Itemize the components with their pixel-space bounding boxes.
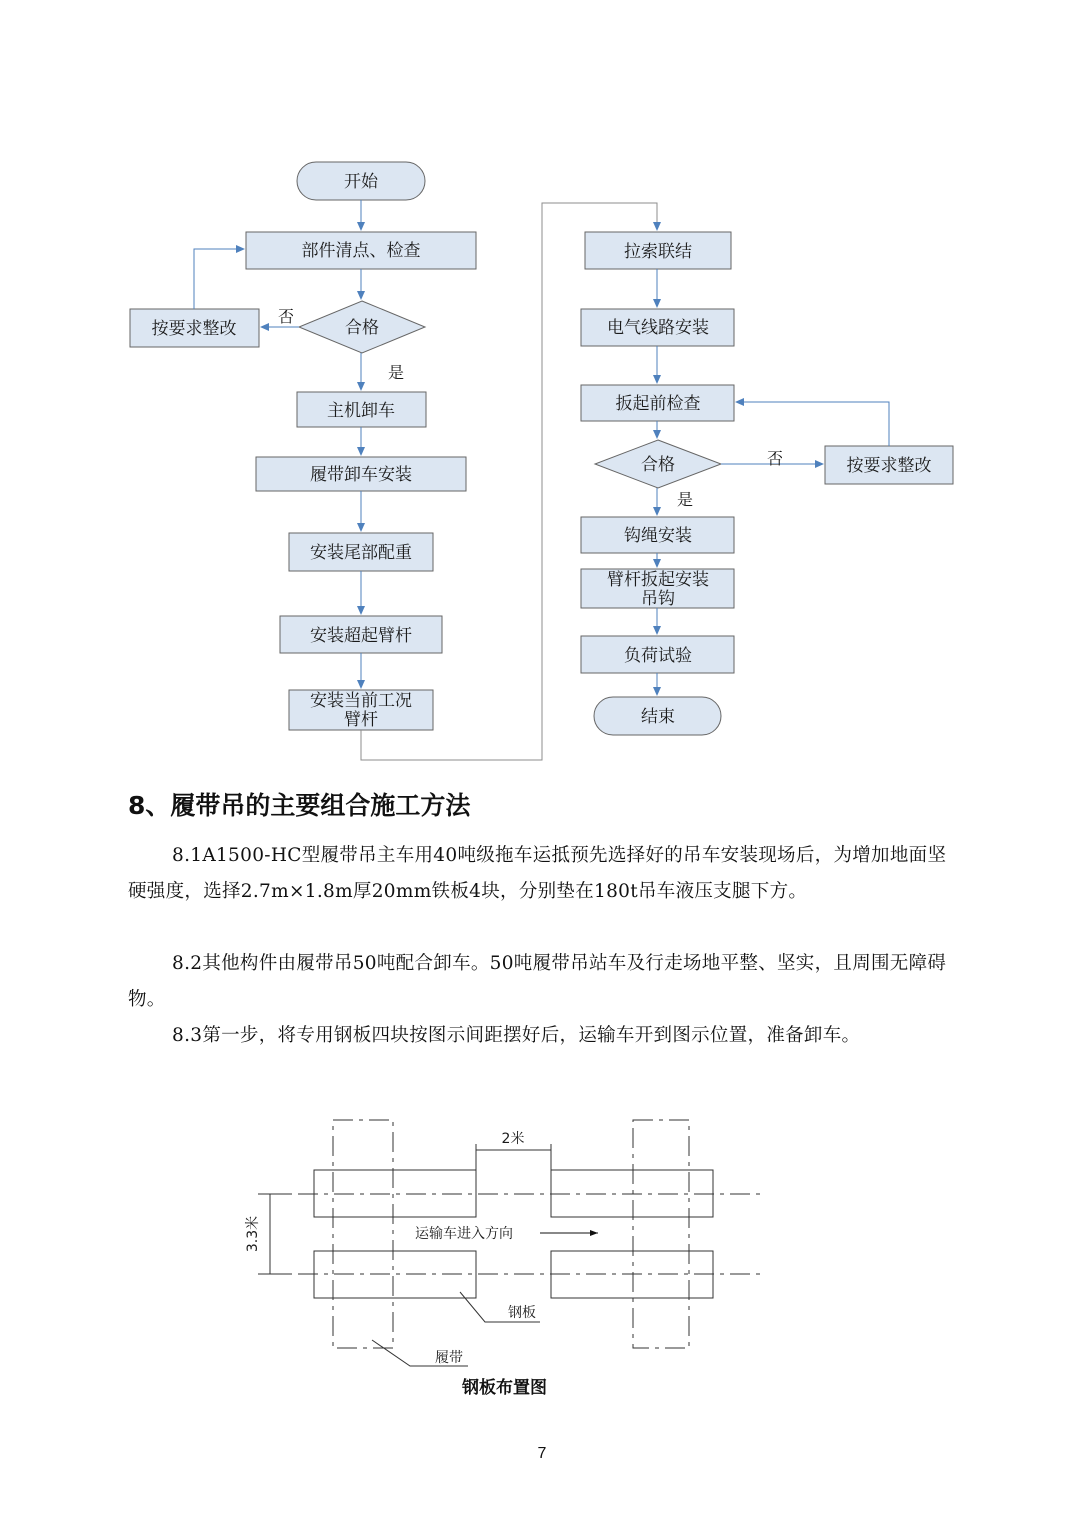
working-boom-label-line1: 安装当前工况 [310,691,412,711]
superlift-boom-label: 安装超起臂杆 [310,626,412,646]
main-unit-unload-label: 主机卸车 [327,401,395,421]
pre-raise-check-label: 扳起前检查 [615,394,701,414]
direction-label: 运输车进入方向 [415,1226,513,1242]
tail-counterweight-label: 安装尾部配重 [310,543,412,563]
dimension-3-3m: 3.3米 [245,1215,261,1253]
boom-raise-label-line2: 吊钩 [641,589,675,609]
page-number: 7 [537,1445,547,1462]
left-decision-label: 合格 [345,318,379,338]
load-test-label: 负荷试验 [624,646,692,666]
end-label: 结束 [641,707,675,727]
paragraph-8-2: 8.2其他构件由履带吊50吨配合卸车。50吨履带吊站车及行走场地平整、坚实，且周围无障碍物。 [128,953,947,1010]
right-yes-label: 是 [676,490,694,509]
boom-raise-label-line1: 臂杆扳起安装 [607,570,709,590]
right-decision-label: 合格 [641,455,675,475]
section-heading: 8、履带吊的主要组合施工方法 [128,791,471,820]
track-label: 履带 [435,1350,463,1366]
left-yes-label: 是 [387,363,405,382]
figure-caption: 钢板布置图 [462,1378,547,1398]
paragraph-8-1: 8.1A1500-HC型履带吊主车用40吨级拖车运抵预先选择好的吊车安装现场后，为增加地面坚硬强度，选择2.7m×1.8m厚20mm铁板4块，分别垫在180t吊车液压支腿下方。 [128,845,947,902]
right-no-label: 否 [766,449,784,468]
dimension-2m: 2米 [501,1131,525,1147]
check-parts-label: 部件清点、检查 [301,241,421,261]
track-outline-left [333,1120,393,1348]
plate-label: 钢板 [508,1305,536,1321]
working-boom-label-line2: 臂杆 [344,710,378,730]
electrical-install-label: 电气线路安装 [607,318,709,338]
right-rectify-label: 按要求整改 [846,456,932,476]
left-no-label: 否 [277,307,295,326]
track-outline-right [633,1120,689,1348]
paragraph-8-3: 8.3第一步，将专用钢板四块按图示间距摆好后，运输车开到图示位置，准备卸车。 [172,1025,861,1046]
cable-connect-label: 拉索联结 [624,242,692,262]
steel-plate-diagram [0,1100,1080,1380]
track-unload-install-label: 履带卸车安装 [310,465,412,485]
left-rectify-label: 按要求整改 [151,319,237,339]
hook-rope-install-label: 钩绳安装 [624,526,692,546]
start-label: 开始 [344,172,378,192]
